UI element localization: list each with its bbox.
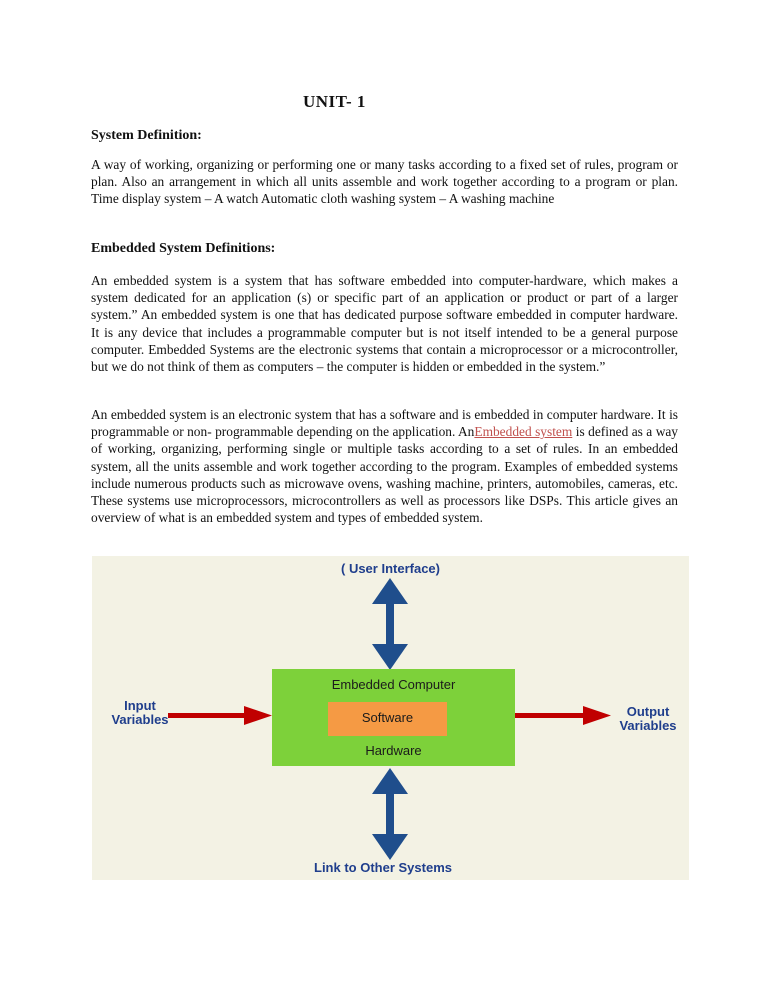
- embedded-system-diagram: [92, 556, 689, 880]
- overview-text-part1: An embedded system is an electronic system that has a software and is embedded in computer hardware. It is programmable or non- programmable depending on the application. An: [91, 407, 678, 440]
- embedded-definitions-paragraph: An embedded system is a system that has software embedded into computer-hardware, which makes a system dedicated for an application (s) or specific part of an application or product or part of a larger system.” An embedded system is one that has dedicated purpose software embedded in computer hardware. It is any device that includes a programmable computer but is not itself intended to be a general purpose computer. Embedded Systems are the electronic systems that contain a microprocessor or a microcontroller, but we do not think of them as computers – the computer is hidden or embedded in the system.”: [91, 273, 678, 375]
- overview-text-part2: is defined as a way of working, organizing, performing single or multiple tasks according to a set of rules. In an embedded system, all the units assemble and work together according to the program. Examples of embedded systems include numerous products such as microwave ovens, washing machine, printers, automobiles, cameras, etc. These systems use microprocessors, microcontrollers as well as processors like DSPs. This article gives an overview of what is an embedded system and types of embedded system.: [91, 424, 679, 526]
- system-definition-heading: System Definition:: [91, 128, 202, 143]
- system-definition-paragraph: A way of working, organizing or performing one or many tasks according to a fixed set of rules, program or plan. Also an arrangement in which all units assemble and work together according to a program or plan. Time display system – A watch Automatic cloth washing system – A washing machine: [91, 157, 678, 207]
- output-label-line2: Variables: [619, 718, 677, 733]
- hardware-label: Hardware: [365, 743, 422, 758]
- input-arrow: [168, 706, 272, 725]
- output-variables-label: [608, 704, 688, 733]
- embedded-definitions-heading: Embedded System Definitions:: [91, 241, 276, 256]
- user-interface-arrow: [372, 578, 408, 670]
- embedded-computer-label: Embedded Computer: [331, 677, 456, 692]
- input-label-line2: Variables: [111, 712, 169, 727]
- output-arrow: [515, 706, 611, 725]
- link-other-systems-label: Link to Other Systems: [314, 860, 452, 875]
- embedded-system-link[interactable]: Embedded system: [474, 424, 573, 440]
- input-variables-label: [110, 698, 170, 727]
- embedded-overview-paragraph: [91, 406, 678, 526]
- user-interface-label: ( User Interface): [341, 561, 440, 576]
- link-systems-arrow: [372, 768, 408, 860]
- page-title: UNIT- 1: [303, 92, 366, 111]
- input-label-line1: Input: [124, 698, 156, 713]
- output-label-line1: Output: [626, 704, 670, 719]
- software-label: Software: [361, 710, 414, 725]
